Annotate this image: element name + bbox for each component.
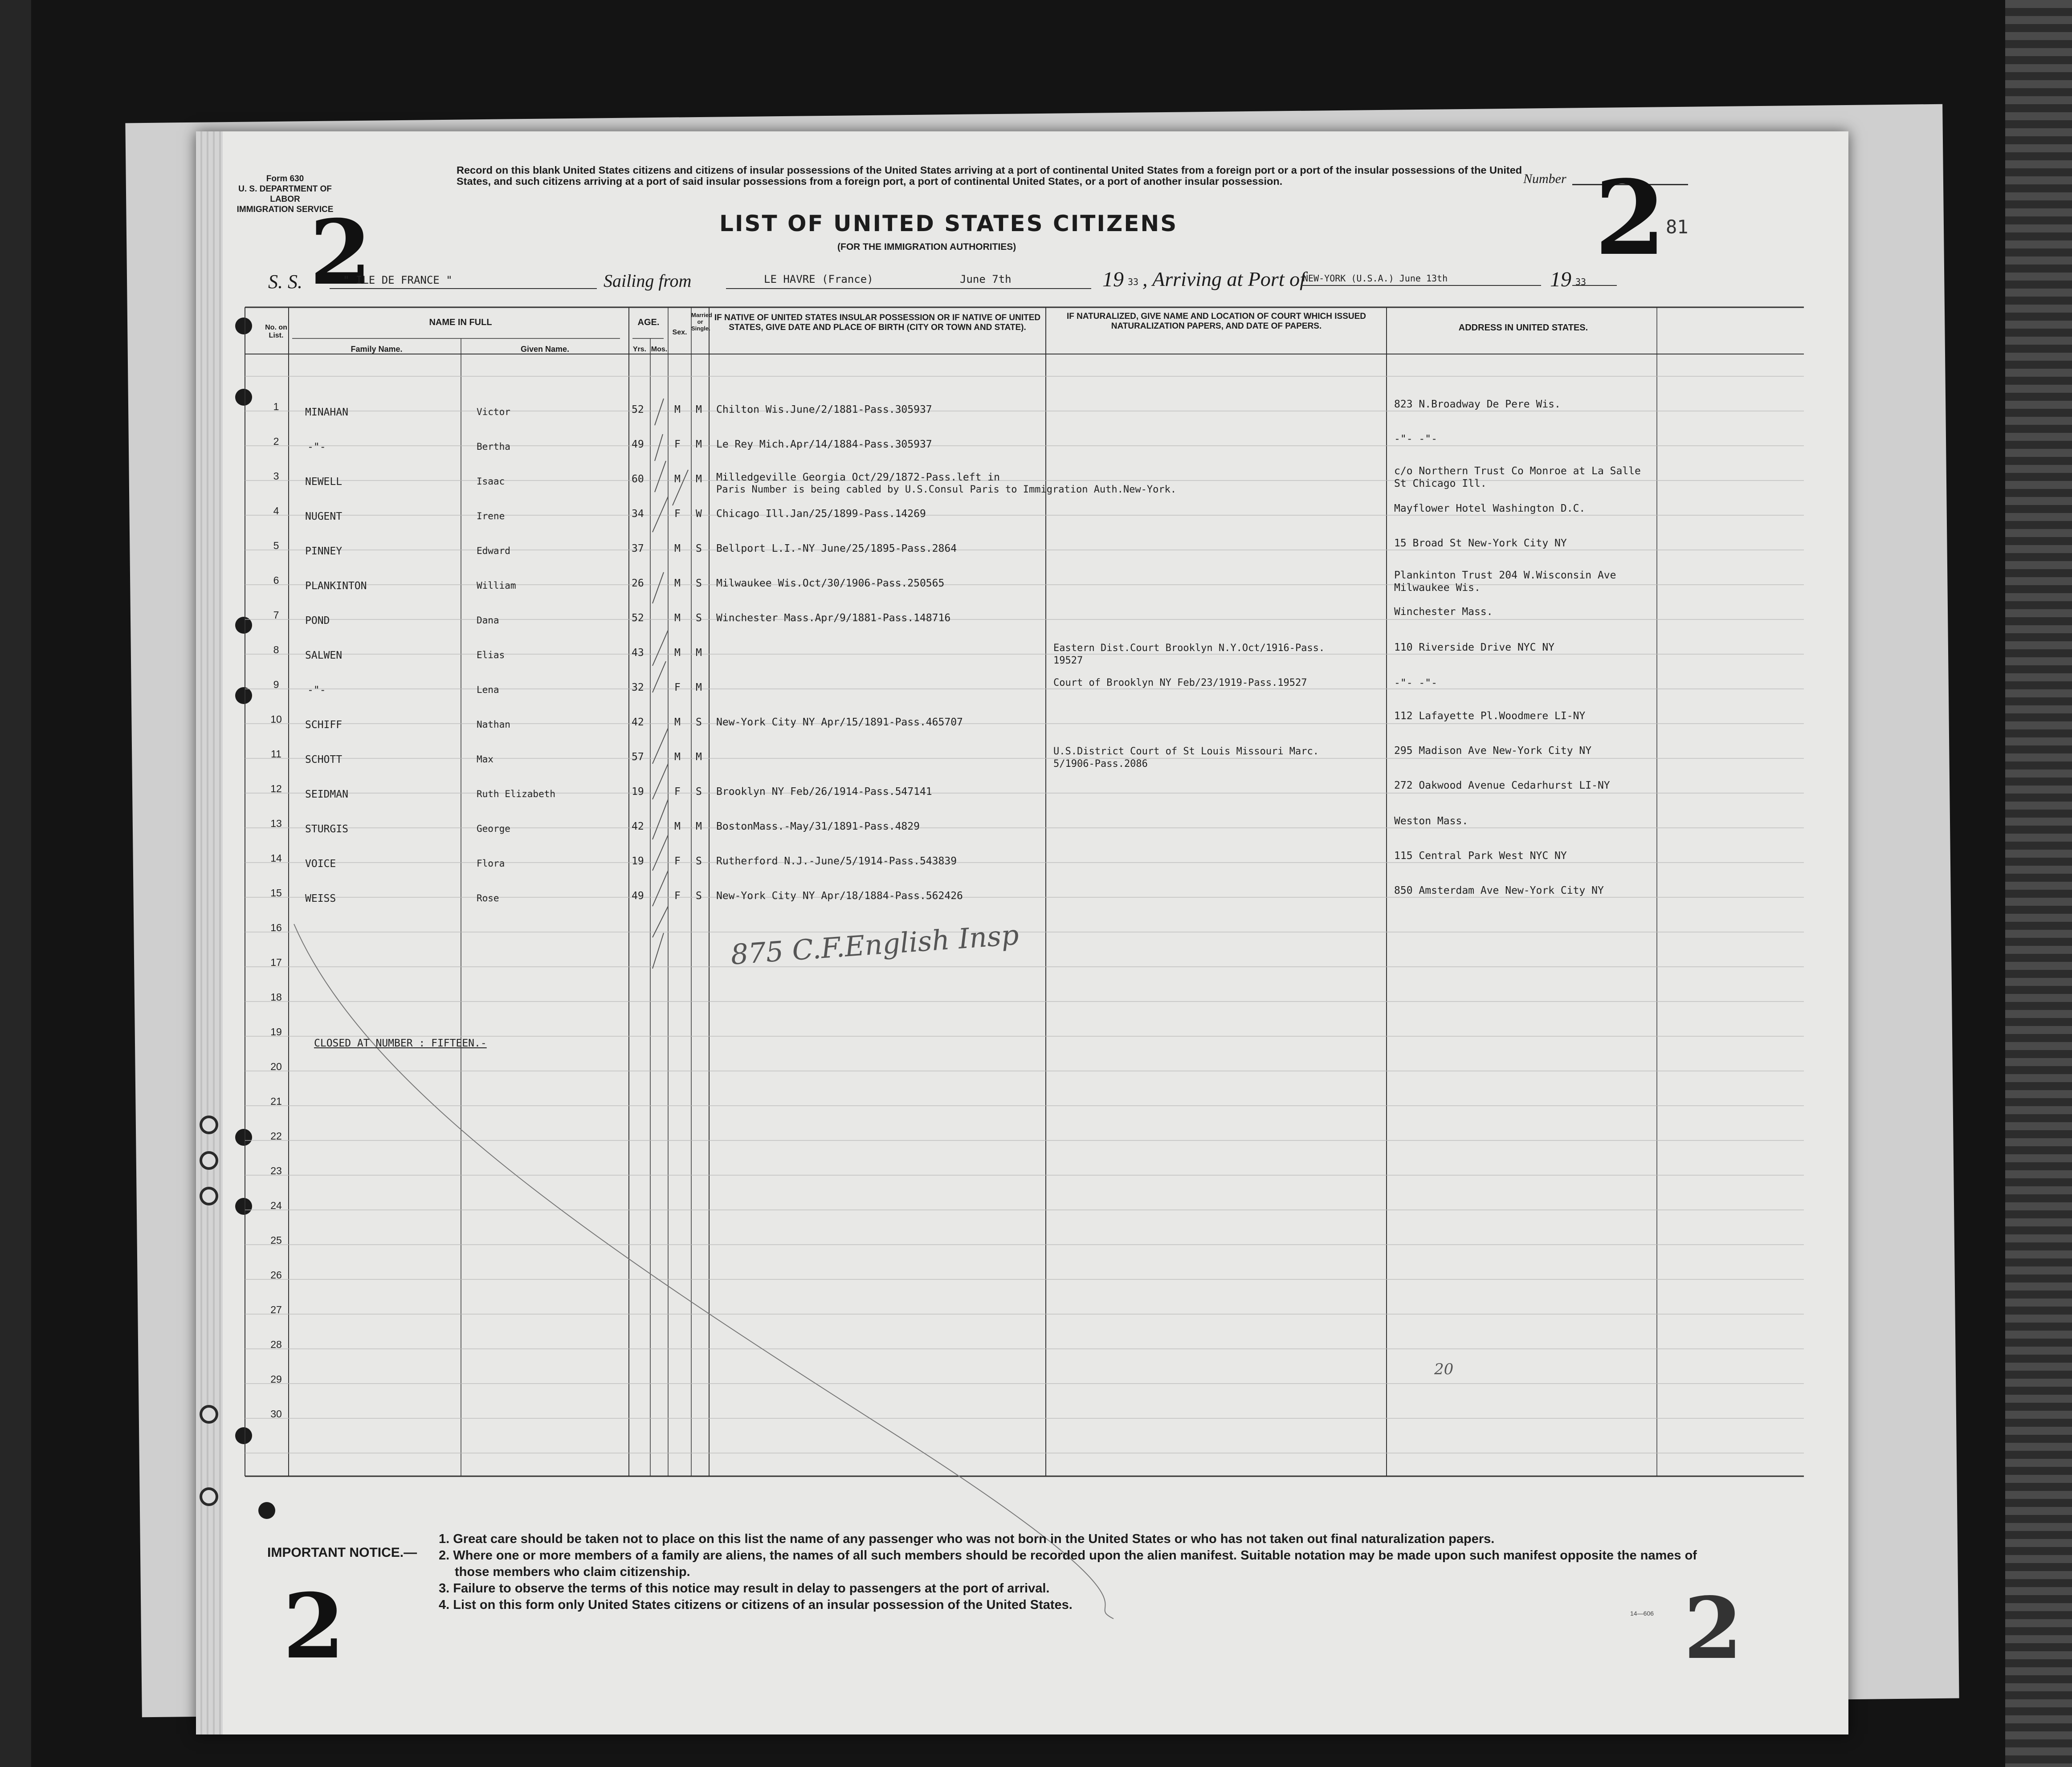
birthplace: Milwaukee Wis.Oct/30/1906-Pass.250565 — [716, 578, 945, 589]
marital-status: S — [696, 612, 702, 624]
birthplace: Bellport L.I.-NY June/25/1895-Pass.2864 — [716, 543, 957, 554]
page-title: LIST OF UNITED STATES CITIZENS — [719, 211, 1178, 236]
address-continued: St Chicago Ill. — [1394, 478, 1487, 489]
given-name: Max — [477, 754, 494, 765]
margin-mark: 20 — [1434, 1360, 1454, 1378]
family-name: POND — [305, 615, 330, 627]
inspector-signature: 875 C.F.English Insp — [730, 918, 1020, 971]
birthplace-continued: Paris Number is being cabled by U.S.Consul Paris to Immigration Auth.New-York. — [716, 484, 1177, 495]
row-number: 4 — [273, 505, 279, 517]
row-number: 9 — [273, 679, 279, 690]
notice-item: 4. List on this form only United States citizens or citizens of an insular possession of the United States. — [439, 1598, 1073, 1612]
marital-status: M — [696, 404, 702, 415]
row-number: 6 — [273, 574, 279, 586]
row-number: 5 — [273, 540, 279, 551]
given-name: Ruth Elizabeth — [477, 789, 556, 799]
sailing-date: June 7th — [960, 273, 1012, 285]
col-birthplace: IF NATIVE OF UNITED STATES INSULAR POSSESSION OR IF NATIVE OF UNITED STATES, GIVE DATE AND PLACE OF BIRTH (CITY OR TOWN AND STATE). — [714, 313, 1041, 332]
given-name: Edward — [477, 546, 510, 556]
row-number: 20 — [270, 1061, 282, 1072]
marital-status: M — [696, 439, 702, 450]
col-sex: Sex. — [672, 329, 687, 336]
given-name: Nathan — [477, 719, 510, 730]
notice-item: 1. Great care should be taken not to place on this list the name of any passenger who was not born in the United States or who has not taken out final naturalization papers. — [439, 1532, 1495, 1546]
age-years: 32 — [632, 682, 644, 693]
notice-items — [439, 1531, 1708, 1613]
row-number: 7 — [273, 609, 279, 621]
family-name: SCHIFF — [305, 719, 343, 731]
row-number: 16 — [270, 922, 282, 933]
marital-status: S — [696, 578, 702, 589]
sheet-number-stamp: 2 — [310, 200, 372, 305]
row-number: 24 — [270, 1200, 282, 1211]
row-number: 17 — [270, 957, 282, 968]
form-number: Form 630 — [266, 174, 304, 183]
row-number: 25 — [270, 1234, 282, 1246]
record-instructions: Record on this blank United States citizens and citizens of insular possessions of the United States arriving at a port of continental United States from a foreign port or a port of the insular possessions of the United States, and such citizens arriving at a port of said insular possessions from a foreign port, a port of continental United States, or a port of another insular possession. — [457, 164, 1522, 187]
row-number: 11 — [271, 748, 281, 760]
sex: F — [674, 682, 681, 693]
birthplace: Milledgeville Georgia Oct/29/1872-Pass.left in — [716, 472, 1000, 483]
age-years: 26 — [632, 578, 644, 589]
family-name: PLANKINTON — [305, 580, 367, 592]
col-no: No. on List. — [265, 324, 287, 339]
family-name: SALWEN — [305, 650, 343, 661]
notice-item: 3. Failure to observe the terms of this notice may result in delay to passengers at the port of arrival. — [439, 1581, 1050, 1596]
row-number: 1 — [273, 401, 279, 412]
family-name: -"- — [307, 441, 326, 453]
age-years: 42 — [632, 717, 644, 728]
address: 115 Central Park West NYC NY — [1394, 850, 1567, 862]
family-name: MINAHAN — [305, 407, 348, 418]
address: 823 N.Broadway De Pere Wis. — [1394, 399, 1561, 410]
col-married-single: Married or Single. — [691, 312, 712, 332]
address: -"- -"- — [1394, 677, 1437, 689]
col-family-name: Family Name. — [351, 345, 403, 354]
row-number: 28 — [270, 1339, 282, 1350]
row-number: 21 — [270, 1095, 282, 1107]
family-name: SCHOTT — [305, 754, 343, 765]
sailing-year-prefix: 19 — [1102, 268, 1124, 291]
address: 15 Broad St New-York City NY — [1394, 537, 1567, 549]
sheet-number-stamp-corner: 2 — [1684, 1579, 1743, 1678]
naturalization: U.S.District Court of St Louis Missouri Marc. — [1053, 746, 1319, 757]
row-number: 14 — [270, 852, 282, 864]
department: U. S. DEPARTMENT OF LABOR — [238, 184, 332, 204]
birthplace: Chicago Ill.Jan/25/1899-Pass.14269 — [716, 508, 926, 520]
sex: F — [674, 508, 681, 520]
row-number: 26 — [270, 1269, 282, 1281]
address: 112 Lafayette Pl.Woodmere LI-NY — [1394, 710, 1586, 722]
birthplace: Rutherford N.J.-June/5/1914-Pass.543839 — [716, 855, 957, 867]
given-name: George — [477, 823, 510, 834]
birthplace: Chilton Wis.June/2/1881-Pass.305937 — [716, 404, 932, 415]
col-address: ADDRESS IN UNITED STATES. — [1458, 323, 1588, 333]
marital-status: S — [696, 890, 702, 902]
birthplace: New-York City NY Apr/18/1884-Pass.562426 — [716, 890, 963, 902]
address: 110 Riverside Drive NYC NY — [1394, 642, 1555, 653]
page-subtitle: (FOR THE IMMIGRATION AUTHORITIES) — [837, 242, 1016, 252]
age-years: 52 — [632, 404, 644, 415]
address: Mayflower Hotel Washington D.C. — [1394, 503, 1586, 514]
col-naturalization: IF NATURALIZED, GIVE NAME AND LOCATION OF COURT WHICH ISSUED NATURALIZATION PAPERS, AND DATE OF PAPERS. — [1066, 312, 1366, 331]
age-years: 43 — [632, 647, 644, 659]
arrival-year-prefix: 19 — [1550, 268, 1571, 291]
row-number: 23 — [270, 1165, 282, 1177]
family-name: -"- — [307, 684, 326, 696]
row-number: 10 — [270, 713, 282, 725]
number-label: Number — [1523, 171, 1566, 186]
birthplace: BostonMass.-May/31/1891-Pass.4829 — [716, 821, 920, 832]
address: 850 Amsterdam Ave New-York City NY — [1394, 885, 1604, 896]
given-name: Rose — [477, 893, 499, 904]
sex: M — [674, 404, 681, 415]
marital-status: W — [696, 508, 702, 520]
given-name: Lena — [477, 684, 499, 695]
sex: M — [674, 473, 681, 485]
sex: M — [674, 751, 681, 763]
given-name: Isaac — [477, 476, 505, 487]
family-name: STURGIS — [305, 823, 348, 835]
sex: M — [674, 578, 681, 589]
given-name: Irene — [477, 511, 505, 521]
scanner-edge-right — [2005, 0, 2072, 1767]
sailing-port: LE HAVRE (France) — [764, 273, 873, 285]
sex: M — [674, 717, 681, 728]
sex: F — [674, 855, 681, 867]
given-name: Dana — [477, 615, 499, 626]
sex: F — [674, 786, 681, 798]
row-number: 13 — [270, 818, 282, 829]
age-years: 57 — [632, 751, 644, 763]
sex: M — [674, 543, 681, 554]
ship-name: " ILE DE FRANCE " — [343, 274, 453, 286]
naturalization: Court of Brooklyn NY Feb/23/1919-Pass.19527 — [1053, 677, 1307, 688]
row-number: 19 — [270, 1026, 282, 1038]
col-mos: Mos. — [651, 346, 668, 353]
row-number: 18 — [270, 991, 282, 1003]
row-number: 2 — [273, 436, 279, 447]
birthplace: Le Rey Mich.Apr/14/1884-Pass.305937 — [716, 439, 932, 450]
marital-status: M — [696, 647, 702, 659]
age-years: 60 — [632, 473, 644, 485]
given-name: William — [477, 580, 516, 591]
family-name: PINNEY — [305, 546, 343, 557]
address: Plankinton Trust 204 W.Wisconsin Ave — [1394, 570, 1616, 581]
given-name: Bertha — [477, 441, 510, 452]
age-years: 19 — [632, 786, 644, 798]
birthplace: New-York City NY Apr/15/1891-Pass.465707 — [716, 717, 963, 728]
given-name: Flora — [477, 858, 505, 869]
sailing-label: Sailing from — [604, 271, 692, 291]
family-name: SEIDMAN — [305, 789, 348, 800]
birthplace: Brooklyn NY Feb/26/1914-Pass.547141 — [716, 786, 932, 798]
given-name: Elias — [477, 650, 505, 660]
marital-status: M — [696, 473, 702, 485]
address: 272 Oakwood Avenue Cedarhurst LI-NY — [1394, 780, 1610, 791]
age-years: 19 — [632, 855, 644, 867]
notice-item: 2. Where one or more members of a family are aliens, the names of all such members should be recorded upon the alien manifest. Suitable notation may be made upon such manifest opposite the names of those members who claim citizenship. — [439, 1548, 1697, 1579]
sailing-year: 33 — [1128, 277, 1139, 287]
marital-status: S — [696, 786, 702, 798]
col-age: AGE. — [637, 318, 660, 327]
row-number: 12 — [270, 783, 282, 794]
page-number: 81 — [1666, 216, 1689, 238]
row-number: 30 — [270, 1408, 282, 1420]
naturalization-continued: 5/1906-Pass.2086 — [1053, 758, 1148, 770]
row-number: 29 — [270, 1373, 282, 1385]
family-name: WEISS — [305, 893, 336, 904]
age-years: 52 — [632, 612, 644, 624]
col-given-name: Given Name. — [520, 345, 570, 354]
family-name: VOICE — [305, 858, 336, 870]
address-continued: Milwaukee Wis. — [1394, 582, 1481, 594]
manifest-page — [196, 131, 1848, 1734]
sex: M — [674, 821, 681, 832]
naturalization: Eastern Dist.Court Brooklyn N.Y.Oct/1916-Pass. — [1053, 643, 1325, 654]
age-years: 34 — [632, 508, 644, 520]
address: Winchester Mass. — [1394, 606, 1493, 618]
age-years: 42 — [632, 821, 644, 832]
print-code: 14—606 — [1630, 1610, 1654, 1617]
scanner-edge-left — [0, 0, 31, 1767]
row-number: 22 — [270, 1130, 282, 1142]
sheet-number-stamp-bottom: 2 — [283, 1574, 345, 1679]
table-grid — [196, 131, 1848, 1734]
marital-status: S — [696, 543, 702, 554]
given-name: Victor — [477, 407, 510, 417]
marital-status: M — [696, 682, 702, 693]
row-number: 27 — [270, 1304, 282, 1315]
arrival-year: 33 — [1575, 277, 1587, 287]
family-name: NEWELL — [305, 476, 343, 488]
marital-status: M — [696, 751, 702, 763]
naturalization-continued: 19527 — [1053, 655, 1083, 666]
sex: M — [674, 612, 681, 624]
col-name-in-full: NAME IN FULL — [429, 318, 492, 327]
family-name: NUGENT — [305, 511, 343, 522]
birthplace: Winchester Mass.Apr/9/1881-Pass.148716 — [716, 612, 951, 624]
marital-status: M — [696, 821, 702, 832]
sex: F — [674, 439, 681, 450]
row-number: 3 — [273, 470, 279, 482]
row-number: 15 — [270, 887, 282, 899]
arrival-port: NEW-YORK (U.S.A.) June 13th — [1303, 273, 1448, 284]
col-yrs: Yrs. — [632, 346, 647, 353]
number-value: 2 — [1595, 158, 1666, 278]
row-number: 8 — [273, 644, 279, 656]
notice-label: IMPORTANT NOTICE.— — [267, 1545, 417, 1560]
closed-note: CLOSED AT NUMBER : FIFTEEN.- — [314, 1038, 487, 1049]
age-years: 37 — [632, 543, 644, 554]
ss-label: S. S. — [268, 271, 302, 293]
marital-status: S — [696, 717, 702, 728]
service: IMMIGRATION SERVICE — [237, 205, 334, 214]
arriving-label: , Arriving at Port of — [1142, 268, 1305, 290]
address: Weston Mass. — [1394, 815, 1468, 827]
address: c/o Northern Trust Co Monroe at La Salle — [1394, 465, 1641, 477]
address: 295 Madison Ave New-York City NY — [1394, 745, 1592, 757]
sex: M — [674, 647, 681, 659]
age-years: 49 — [632, 439, 644, 450]
marital-status: S — [696, 855, 702, 867]
age-years: 49 — [632, 890, 644, 902]
sex: F — [674, 890, 681, 902]
address: -"- -"- — [1394, 433, 1437, 445]
